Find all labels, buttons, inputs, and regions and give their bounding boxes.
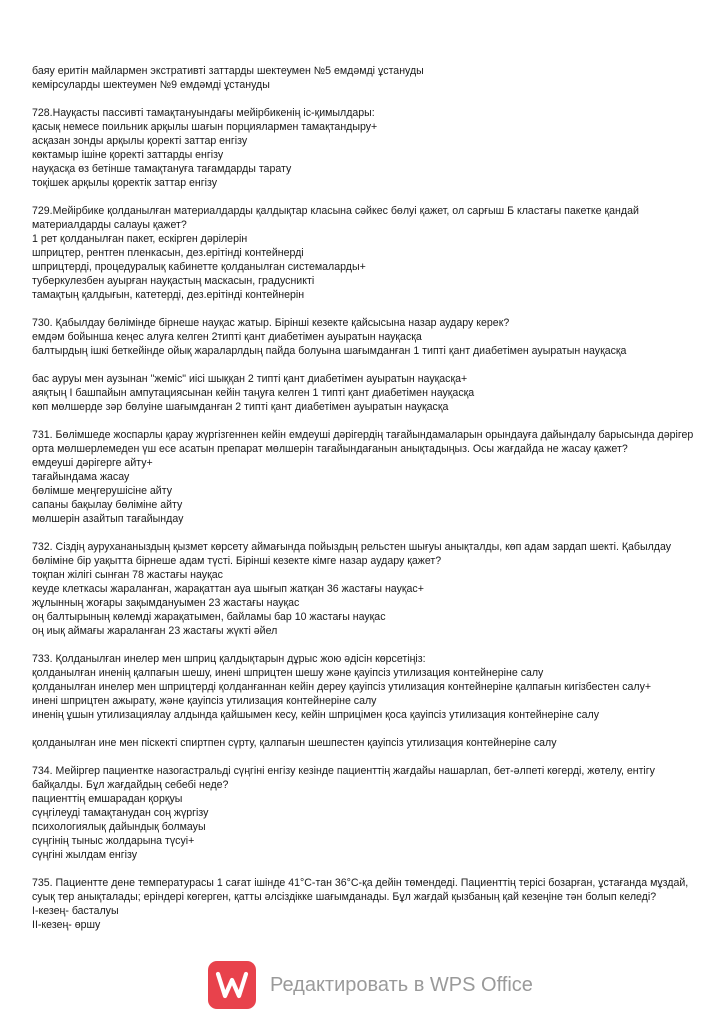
text-line: емдәм бойынша кеңес алуға келген 2типті қант диабетімен ауыратын науқасқа [32, 331, 422, 343]
text-line: кеуде клеткасы жараланған, жарақаттан ауа шығып жатқан 36 жастағы науқас+ [32, 583, 424, 595]
text-line: сүңгілеуді тамақтанудан соң жүргізу [32, 807, 209, 819]
text-line: 731. Бөлімшеде жоспарлы қарау жүргізгеннен кейін емдеуші дәрігердің тағайындамаларын орындауға дайындалу барысында дәрігер орта мөлшерлемеден үш есе асатын препарат мөлшерін тағайындағанын анықтадыңыз. Осы жағдайда не жасау қажет? [32, 429, 694, 455]
text-line: баяу еритін майлармен экстративті заттарды шектеумен №5 емдәмді ұстануды [32, 65, 424, 77]
text-line: мөлшерін азайтып тағайындау [32, 513, 184, 525]
text-line: 735. Пациентте дене температурасы 1 сағат ішінде 41°С-тан 36°С-қа дейін төмендеді. Пациенттің терісі бозарған, ұстағанда мұздай, суық тер анықталады; еріндері көгерген, қатты әлсіздікке шағымданады. Бұл жағдай қызбаның қай кезеңіне тән болып келеді? [32, 877, 689, 903]
text-line: тағайындама жасау [32, 471, 130, 483]
text-line: 732. Сіздің аурухананыздың қызмет көрсету аймағында пойыздың рельстен шығуы анықталды, көп адам зардап шекті. Қабылдау бөліміне бір уақытта бірнеше адам түсті. Бірінші кезекте кімге назар аудару қажет? [32, 541, 672, 567]
text-line: балтырдың ішкі беткейінде ойық жараларлдың пайда болуына шағымданған 1 типті қант диабетімен ауыратын науқасқа [32, 345, 627, 357]
paragraph-gap [32, 190, 704, 204]
paragraph-gap [32, 750, 704, 764]
paragraph-gap [32, 526, 704, 540]
text-line: сүңгінің тыныс жолдарына түсуі+ [32, 835, 195, 847]
text-line: қолданылған иненің қалпағын шешу, инені шприцтен шешу және қауіпсіз утилизация контейнеріне салу [32, 667, 544, 679]
text-line: 733. Қолданылған инелер мен шприц қалдықтарын дұрыс жою әдісін көрсетіңіз: [32, 653, 426, 665]
text-line: көктамыр ішіне қоректі заттарды енгізу [32, 149, 224, 161]
text-line: сүңгіні жылдам енгізу [32, 849, 137, 861]
text-line: психологиялық дайындық болмауы [32, 821, 206, 833]
text-line: пациенттің емшарадан қорқуы [32, 793, 183, 805]
paragraph-gap [32, 358, 704, 372]
text-line: тамақтың қалдығын, катетерді, дез.ерітінді контейнерін [32, 289, 305, 301]
text-line: емдеуші дәрігерге айту+ [32, 457, 153, 469]
text-line: бөлімше меңгерушісіне айту [32, 485, 172, 497]
text-line: науқасқа өз бетінше тамақтануға тағамдарды тарату [32, 163, 292, 175]
text-line: иненің ұшын утилизациялау алдында қайшымен кесу, кейін шприцімен қоса қауіпсіз утилизация контейнеріне салу [32, 709, 600, 721]
text-line: шприцтерді, процедуралық кабинетте қолданылған системаларды+ [32, 261, 366, 273]
text-line: туберкулезбен ауырған науқастың маскасын, градусникті [32, 275, 315, 287]
paragraph-gap [32, 722, 704, 736]
text-line: шприцтер, рентген пленкасын, дез.ерітінді контейнерді [32, 247, 304, 259]
text-line: жұлынның жоғары зақымдануымен 23 жастағы науқас [32, 597, 300, 609]
text-line: 730. Қабылдау бөлімінде бірнеше науқас жатыр. Бірінші кезекте қайсысына назар аудару керек? [32, 317, 510, 329]
text-line: асқазан зонды арқылы қоректі заттар енгізу [32, 135, 248, 147]
text-line: қолданылған инелер мен шприцтерді қолданғаннан кейін дереу қауіпсіз утилизация контейнеріне қалпағын кигізбестен салу+ [32, 681, 652, 693]
text-line: оң балтырының көлемді жарақатымен, байламы бар 10 жастағы науқас [32, 611, 386, 623]
text-line: I-кезең- басталуы [32, 905, 119, 917]
text-line: 728.Науқасты пассивті тамақтануындағы мейірбикенің іс-қимылдары: [32, 107, 375, 119]
text-line: 734. Мейіргер пациентке назогастральді сүңгіні енгізу кезінде пациенттің жағдайы нашарлап, бет-әлпеті көгерді, жөтелу, ентігу байқалды. Бұл жағдайдың себебі неде? [32, 765, 655, 791]
paragraph-gap [32, 302, 704, 316]
text-line: инені шприцтен ажырату, және қауіпсіз утилизация контейнеріне салу [32, 695, 377, 707]
text-line: 1 рет қолданылған пакет, ескірген дәрілерін [32, 233, 248, 245]
text-line: тоқішек арқылы қоректік заттар енгізу [32, 177, 218, 189]
paragraph-gap [32, 862, 704, 876]
text-line: тоқпан жілігі сынған 78 жастағы науқас [32, 569, 223, 581]
text-line: қасық немесе поильник арқылы шағын порциялармен тамақтандыру+ [32, 121, 378, 133]
text-line: оң иық аймағы жараланған 23 жастағы жүкті әйел [32, 625, 278, 637]
wps-logo-icon [208, 961, 256, 1009]
wps-edit-banner[interactable] [208, 961, 538, 1009]
text-line: аяқтың І башпайын ампутациясынан кейін таңуға келген 1 типті қант диабетімен науқасқа [32, 387, 475, 399]
paragraph-gap [32, 92, 704, 106]
text-line: бас ауруы мен аузынан "жеміс" иісі шыққан 2 типті қант диабетімен ауыратын науқасқа+ [32, 373, 468, 385]
text-line: көп мөлшерде зәр бөлуіне шағымданған 2 типті қант диабетімен ауыратын науқасқа [32, 401, 449, 413]
paragraph-gap [32, 414, 704, 428]
text-line: II-кезең- өршу [32, 919, 101, 931]
document-body [32, 64, 704, 932]
text-line: кемірсуларды шектеумен №9 емдәмді ұстануды [32, 79, 270, 91]
text-line: 729.Мейірбике қолданылған материалдарды қалдықтар класына сәйкес бөлуі қажет, ол сарғыш Б кластағы пакетке қандай материалдарды салауы қажет? [32, 205, 639, 231]
text-line: қолданылған ине мен піскекті спиртпен сүрту, қалпағын шешпестен қауіпсіз утилизация контейнеріне салу [32, 737, 557, 749]
wps-edit-label[interactable]: Редактировать в WPS Office [270, 973, 533, 996]
text-line: сапаны бақылау бөліміне айту [32, 499, 183, 511]
paragraph-gap [32, 638, 704, 652]
